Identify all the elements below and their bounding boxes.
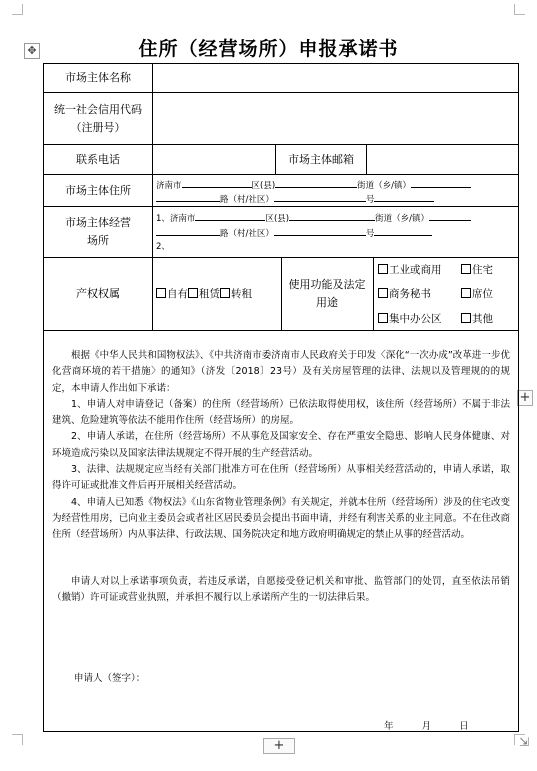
- credit-code-field[interactable]: [153, 93, 519, 144]
- checkbox-icon: [156, 288, 166, 298]
- date-year-label: 年: [384, 721, 394, 732]
- commitment-paragraph: 根据《中华人民共和国物权法》、《中共济南市委济南市人民政府关于印发〈深化“一次办成”改革进一步优化营商环境的若干措施〉的通知》（济发〔2018〕23号）及有关房屋管理的法律、法规以及管理规的的规定，本申请人作出如下承诺：: [52, 350, 510, 394]
- phone-label: 联系电话: [76, 152, 120, 166]
- property-option-leased[interactable]: 租赁: [188, 288, 220, 300]
- phone-field[interactable]: [153, 145, 275, 174]
- business-place-line-3[interactable]: 2、: [156, 242, 170, 252]
- checkbox-icon: [220, 288, 230, 298]
- date-line: [384, 718, 469, 732]
- checkbox-icon: [378, 313, 388, 323]
- applicant-signature-label: 申请人（签字）：: [74, 673, 146, 684]
- checkbox-icon: [461, 264, 471, 274]
- business-place-line-2[interactable]: 路（村/社区） 号: [156, 226, 432, 240]
- usage-option-business-secretary[interactable]: 商务秘书: [378, 287, 431, 301]
- property-option-owned[interactable]: 自有: [156, 288, 188, 300]
- liability-paragraph: 申请人对以上承诺事项负责，若违反承诺，自愿接受登记机关和审批、监管部门的处罚，直至依法吊销（撤销）许可证或营业执照，并承担不履行以上承诺所产生的一切法律后果。: [52, 576, 510, 604]
- email-field[interactable]: [367, 145, 519, 174]
- checkbox-icon: [188, 288, 198, 298]
- usage-option-other[interactable]: 其他: [461, 312, 493, 326]
- table-rule: [373, 257, 374, 330]
- property-options: [156, 287, 252, 301]
- page-corner-mark: [12, 734, 23, 745]
- usage-option-seat[interactable]: 席位: [461, 287, 493, 301]
- date-month-label: 月: [421, 721, 432, 732]
- checkbox-icon: [461, 313, 471, 323]
- commitment-paragraph: 4、申请人已知悉《物权法》《山东省物业管理条例》有关规定，并就本住所（经营场所）涉及的住宅改变为经营性用房，已向业主委员会或者社区居民委员会提出书面申请，并经有利害关系的业主同意。不在住改商住所（经营场所）内从事法律、行政法规、国务院决定和地方政府明确规定的禁止从事的经营活动。: [52, 496, 510, 541]
- business-place-line-1[interactable]: 1、济南市 区(县) 街道（乡/镇）: [156, 211, 471, 225]
- email-label: 市场主体邮箱: [288, 152, 354, 166]
- add-column-button[interactable]: +: [263, 738, 295, 754]
- entity-name-field[interactable]: [153, 65, 519, 92]
- commitment-form-table: [43, 63, 519, 732]
- business-place-label: 市场主体经营场所: [65, 216, 131, 247]
- page-corner-mark: [12, 4, 23, 15]
- table-rule: [281, 257, 282, 330]
- address-line-2[interactable]: 路（村/社区） 号: [156, 192, 434, 206]
- entity-name-label: 市场主体名称: [65, 71, 131, 84]
- table-resize-handle-icon[interactable]: ⇲: [518, 735, 529, 749]
- add-row-button[interactable]: +: [517, 390, 533, 406]
- date-day-label: 日: [459, 721, 469, 732]
- commitment-paragraph: 1、申请人对申请登记（备案）的住所（经营场所）已依法取得使用权，该住所（经营场所）不属于非法建筑、危险建筑等依法不能用作住所（经营场所）的房屋。: [52, 398, 510, 427]
- property-ownership-label: 产权权属: [76, 287, 120, 300]
- checkbox-icon: [378, 288, 388, 298]
- commitment-text: [52, 348, 510, 544]
- table-move-handle-icon[interactable]: ✥: [24, 43, 40, 59]
- commitment-paragraph: 3、法律、法规规定应当经有关部门批准方可在住所（经营场所）从事相关经营活动的，申请人承诺，取得许可证或批准文件后再开展相关经营活动。: [52, 464, 510, 492]
- credit-code-label: 统一社会信用代码（注册号）: [54, 102, 142, 134]
- commitment-paragraph: 2、申请人承诺，在住所（经营场所）不从事危及国家安全、存在严重安全隐患、影响人民身体健康、对环境造成污染以及国家法律法规规定不得开展的生产经营活动。: [52, 431, 510, 459]
- page-corner-mark: [514, 4, 525, 15]
- address-label: 市场主体住所: [65, 183, 131, 197]
- document-title: 住所（经营场所）申报承诺书: [138, 38, 399, 60]
- usage-option-commercial[interactable]: 工业或商用: [378, 263, 442, 277]
- usage-option-residential[interactable]: 住宅: [461, 263, 493, 277]
- checkbox-icon: [461, 288, 471, 298]
- table-rule: [44, 330, 518, 331]
- usage-option-shared-office[interactable]: 集中办公区: [378, 312, 442, 326]
- liability-text: [52, 574, 510, 607]
- checkbox-icon: [378, 264, 388, 274]
- property-option-sublease[interactable]: 转租: [220, 288, 252, 300]
- usage-label: 使用功能及法定用途: [288, 278, 366, 309]
- address-line-1[interactable]: 济南市 区(县) 街道（乡/镇）: [156, 178, 471, 192]
